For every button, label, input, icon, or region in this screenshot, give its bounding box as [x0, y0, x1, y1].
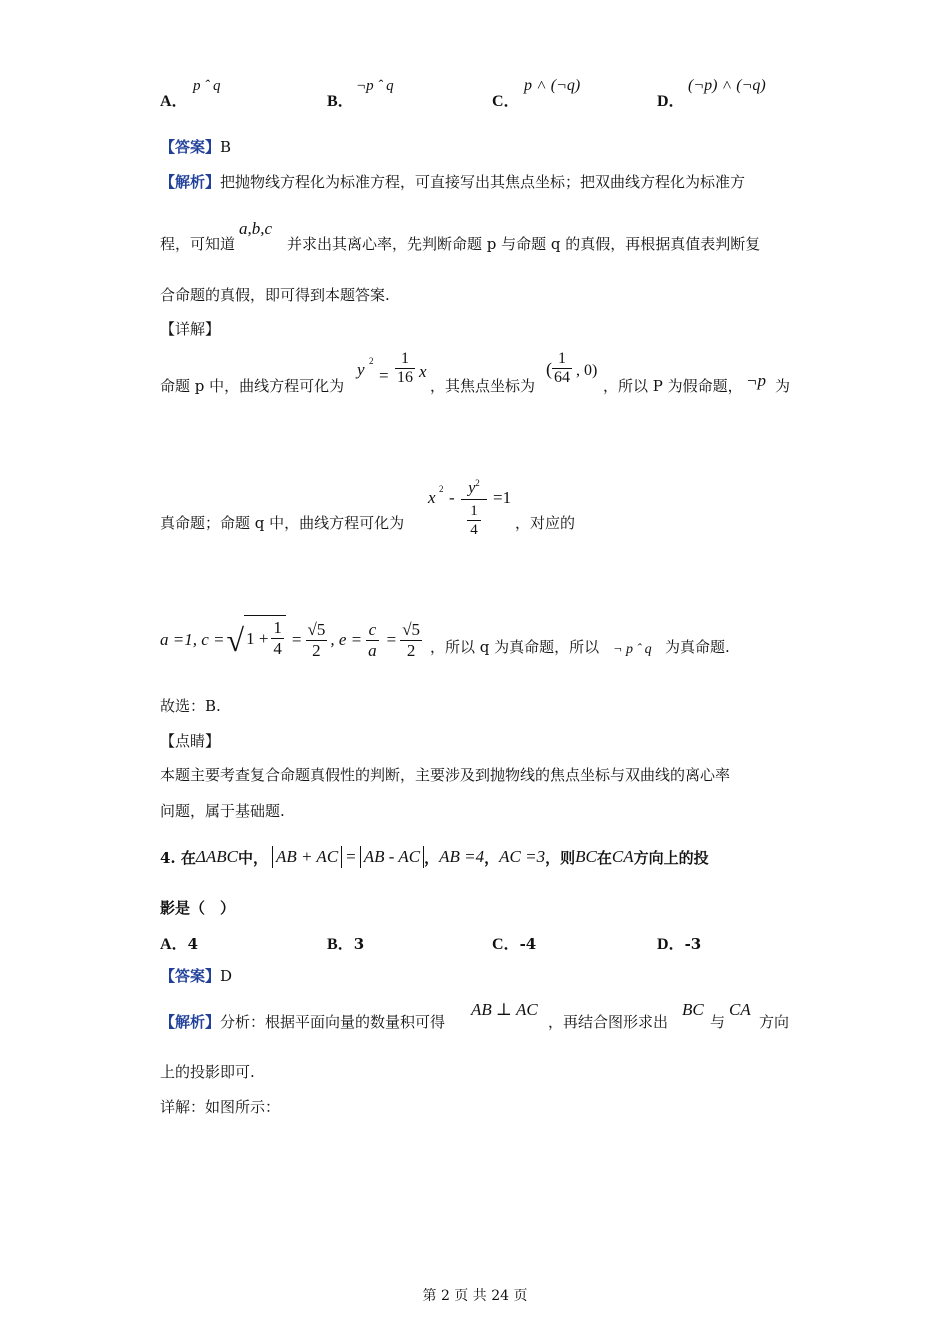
q3-option-b: [327, 88, 354, 111]
option-letter: D．: [657, 936, 685, 953]
sqrt5-over-2-b: [400, 620, 422, 661]
answer-value: B: [220, 138, 232, 156]
perp-expr: AB ⊥ AC: [471, 1000, 538, 1019]
p-line-end: 为: [775, 377, 791, 395]
focus-open: (: [546, 359, 552, 379]
q4-then: ，则: [545, 848, 576, 867]
q-line-post: ，对应的: [515, 514, 576, 532]
vector-bc: BC: [575, 847, 597, 866]
analysis-text: 分析：根据平面向量的数量积可得: [220, 1013, 446, 1031]
q4-in: 在: [596, 848, 612, 867]
y-var: y: [468, 479, 476, 497]
ace-post: ，所以 q 为真命题，所以: [430, 638, 600, 656]
p-eq-x: x: [419, 362, 427, 381]
ace-expr: ¬ p ˆ q: [613, 642, 652, 657]
frac-num-y: [461, 474, 487, 497]
frac-den: 16: [397, 369, 413, 386]
q3-answer: [160, 136, 231, 157]
abs-bar: [272, 846, 273, 868]
triangle-abc: ΔABC: [195, 847, 238, 866]
vector-ca: CA: [611, 847, 634, 866]
p-eq-equals: =: [379, 366, 389, 385]
q4-analysis-mid: ，再结合图形求出: [548, 1013, 669, 1031]
radicand-fraction: [271, 618, 284, 659]
option-letter: B．: [327, 93, 354, 110]
analysis-text: 把抛物线方程化为标准方程，可直接写出其焦点坐标；把双曲线方程化为标准方: [220, 173, 746, 191]
c-over-a: [366, 620, 379, 661]
q4-number: 4. 在: [160, 848, 196, 867]
option-letter: B．: [327, 936, 354, 953]
q4-comma: ，: [424, 848, 440, 867]
q4-analysis-end: 方向: [759, 1013, 790, 1031]
q3-option-a: [160, 88, 188, 111]
abs-left: AB + AC: [276, 847, 339, 866]
frac-num: √5: [402, 619, 421, 639]
p-eq-sup: 2: [369, 356, 374, 366]
q4-stem-end: 方向上的投: [633, 848, 709, 867]
q3-analysis-line1: [160, 171, 745, 192]
radicand: [244, 615, 286, 659]
ab-eq: AB =4: [439, 847, 485, 866]
radical-sign: √: [226, 621, 245, 658]
q4-analysis-line2: 上的投影即可.: [160, 1063, 255, 1081]
option-letter: C．: [492, 93, 520, 110]
choose-line: 故选：B.: [160, 697, 221, 715]
q4-option-b: [327, 931, 364, 954]
q-line: 真命题；命题 q 中，曲线方程可化为: [160, 514, 405, 532]
q4-stem-mid: 中，: [237, 848, 268, 867]
review-line2: 问题，属于基础题.: [160, 802, 285, 820]
option-letter: A．: [160, 93, 188, 110]
frac-num: 1: [558, 350, 566, 367]
q4-answer: [160, 965, 232, 986]
p-line: 命题 p 中，曲线方程可化为: [160, 377, 345, 395]
frac-den: 64: [554, 369, 570, 386]
q3-option-c: [492, 88, 520, 111]
frac-den: 2: [400, 640, 422, 661]
analysis-text: 程，可知道: [160, 235, 236, 253]
p-line-mid: ，其焦点坐标为: [430, 377, 536, 395]
abs-bar: [360, 846, 361, 868]
frac-den: 4: [273, 639, 282, 658]
eq2: =: [386, 630, 397, 649]
q4-option-a: [160, 931, 198, 954]
focus-fraction: [552, 350, 572, 387]
abs-bar: [341, 846, 342, 868]
q-eq-x: x: [428, 488, 436, 507]
focus-close: , 0): [576, 362, 598, 379]
p-eq-y: y: [357, 360, 365, 379]
answer-value: D: [220, 967, 233, 985]
q4-analysis-with: 与: [710, 1013, 726, 1031]
ace-a: a =1, c =: [160, 630, 225, 649]
q3-option-d: [657, 88, 685, 111]
inner-fraction: [461, 502, 487, 539]
vector-bc-2: BC: [682, 1000, 704, 1019]
frac-den: a: [368, 640, 377, 660]
q-eq-rhs: =1: [493, 488, 512, 507]
q4-stem: [160, 846, 709, 868]
p-line-post: ，所以 P 为假命题，: [603, 377, 743, 395]
q-eq-minus: -: [449, 488, 455, 507]
frac-num: 1: [273, 618, 282, 637]
abc-variables: a,b,c: [239, 219, 273, 238]
ac-eq: AC =3: [499, 847, 546, 866]
radicand-one: 1 +: [246, 628, 269, 648]
option-letter: D．: [657, 93, 685, 110]
q4-analysis: [160, 1011, 445, 1032]
option-value: -4: [519, 935, 537, 953]
y-sup: 2: [475, 478, 480, 488]
q4-option-d: [657, 931, 701, 954]
q4-comma2: ，: [484, 848, 500, 867]
option-value: 4: [187, 935, 198, 953]
not-p: ¬p: [746, 371, 766, 390]
vector-ca-2: CA: [729, 1000, 751, 1019]
q3-option-c-expr: p ˄ (¬q): [524, 77, 581, 94]
frac-num: c: [368, 619, 377, 639]
detail-tag: 【详解】: [160, 320, 221, 338]
ace-line: [160, 612, 422, 668]
ace-end: 为真命题.: [665, 638, 730, 656]
review-line1: 本题主要考查复合命题真假性的判断，主要涉及到抛物线的焦点坐标与双曲线的离心率: [160, 766, 731, 784]
p-eq-fraction: [395, 350, 415, 387]
q-eq-x-sup: 2: [439, 484, 444, 494]
q3-option-d-expr: (¬p) ˄ (¬q): [688, 77, 766, 94]
q3-option-a-expr: p ˆ q: [193, 78, 221, 94]
analysis-tag: 【解析】: [160, 173, 221, 191]
option-value: 3: [353, 935, 365, 953]
abs-right: AB - AC: [363, 847, 421, 866]
ace-e: , e =: [330, 630, 363, 649]
eq1: =: [291, 630, 302, 649]
answer-tag: 【答案】: [160, 967, 221, 985]
q4-option-c: [492, 931, 536, 954]
analysis-tag: 【解析】: [160, 1013, 221, 1031]
q3-analysis-line2: [160, 233, 235, 254]
q3-option-b-expr: ¬p ˆ q: [356, 78, 394, 94]
answer-tag: 【答案】: [160, 138, 221, 156]
q3-analysis-line2-rest: 并求出其离心率，先判断命题 p 与命题 q 的真假，再根据真值表判断复: [287, 235, 761, 253]
sqrt5-over-2: [306, 620, 328, 661]
frac-num: 1: [401, 350, 409, 367]
option-value: -3: [684, 935, 702, 953]
q4-stem-line2: 影是（ ）: [160, 899, 236, 917]
frac-num: √5: [307, 619, 326, 639]
frac-num: 1: [470, 503, 478, 520]
option-letter: A．: [160, 936, 188, 953]
q-eq-complex-fraction: [461, 474, 487, 539]
q3-analysis-line3: 合命题的真假，即可得到本题答案.: [160, 286, 390, 304]
abs-eq: =: [346, 847, 356, 866]
frac-den: 2: [306, 640, 328, 661]
option-letter: C．: [492, 936, 520, 953]
review-tag: 【点睛】: [160, 732, 221, 750]
frac-den: 4: [467, 520, 481, 539]
q4-detail: 详解：如图所示：: [160, 1098, 281, 1116]
outer-bar: [461, 499, 487, 500]
page-footer: 第 2 页 共 24 页: [422, 1288, 528, 1304]
